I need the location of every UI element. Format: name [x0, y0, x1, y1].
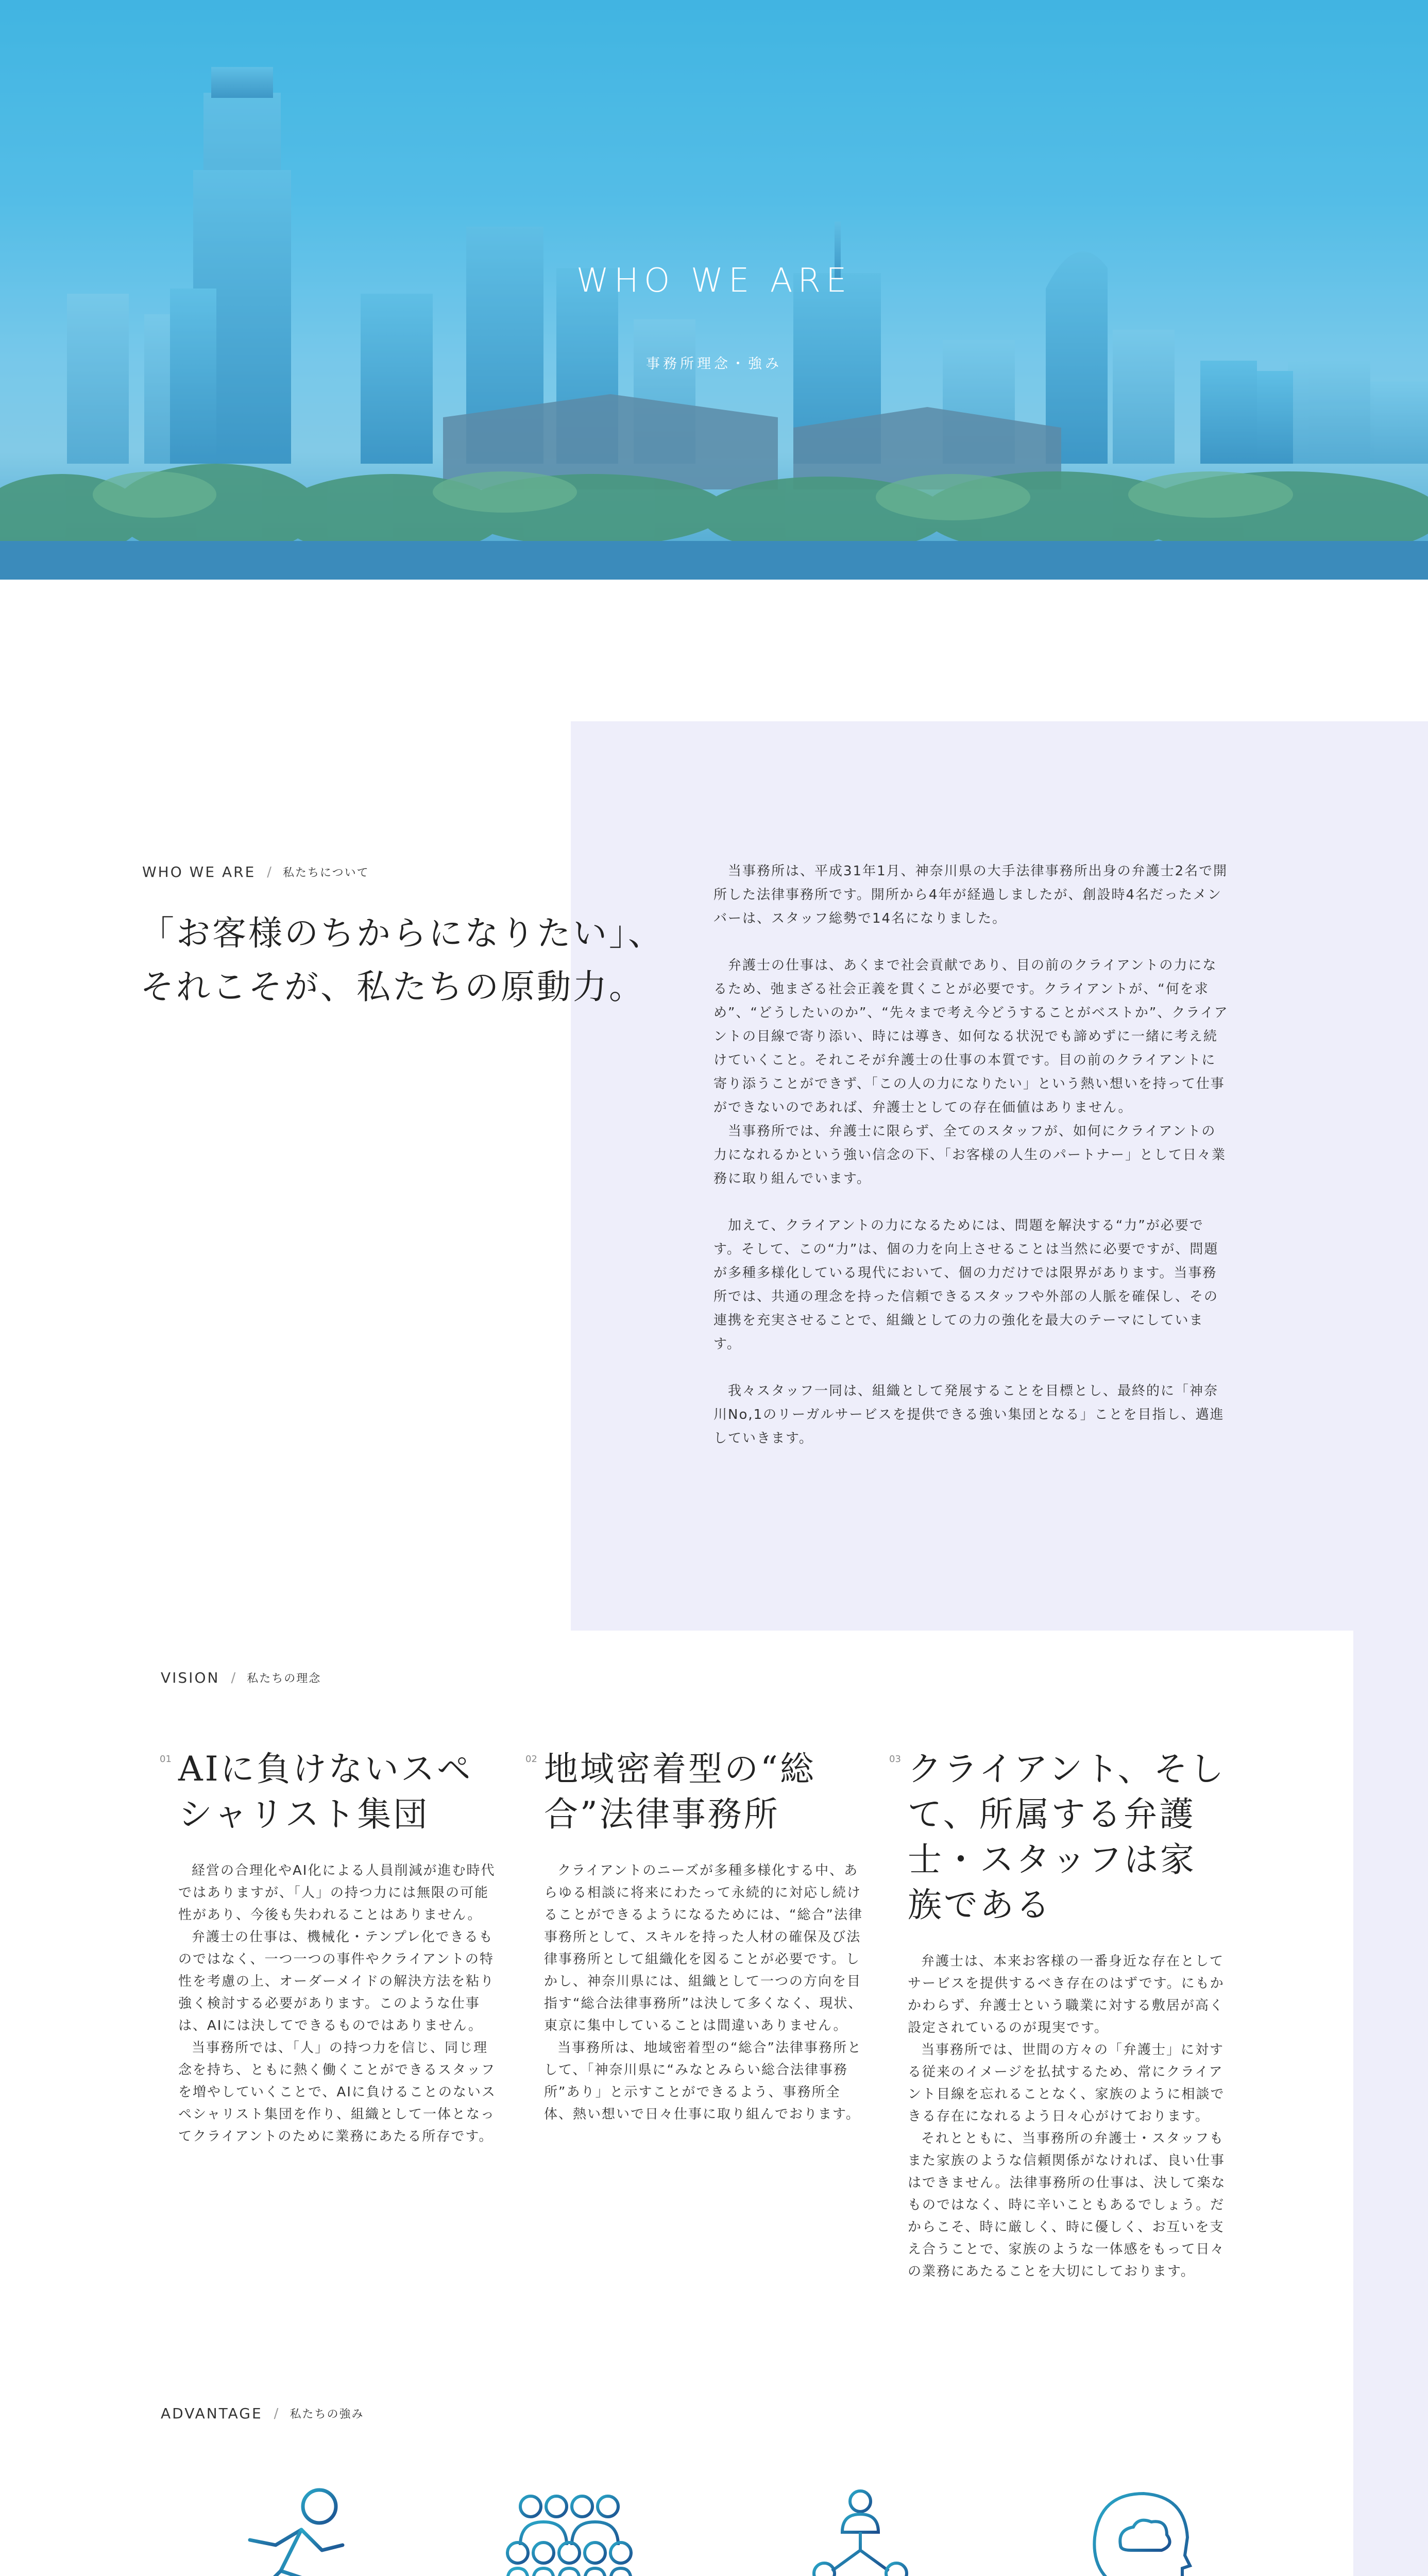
intro-catchphrase [140, 907, 707, 1014]
vision-item-number: 01 [160, 1754, 172, 1765]
intro-paragraph: 我々スタッフ一同は、組織として発展することを目標とし、最終的に「神奈川No,1のリーガルサービスを提供できる強い集団となる」ことを目指し、邁進していきます。 [713, 1383, 1225, 1446]
vision-heading-en: VISION [161, 1669, 220, 1686]
intro-paragraph: 加えて、クライアントの力になるためには、問題を解決する“力”が必要です。そして、この“力”は、個の力を向上させることは当然に必要ですが、問題が多種多様化している現代において、個の力だけでは限界があります。当事務所では、共通の理念を持った信頼できるスタッフや外部の人脈を確保し、その連携を充実させることで、組織としての力の強化を最大のテーマにしています。 [713, 1218, 1219, 1352]
vision-item-title: AIに負けないスペシャリスト集団 [178, 1749, 473, 1834]
advantage-heading-en: ADVANTAGE [161, 2405, 263, 2422]
catch-line-2: それこそが、私たちの原動力。 [140, 967, 645, 1007]
vision-paragraph: 当事務所は、地域密着型の“総合”法律事務所として、「神奈川県に“みなとみらい総合法律事務所”あり」と示すことができるよう、事務所全体、熱い想いで日々仕事に取り組んでおります。 [544, 2040, 862, 2122]
heading-separator: / [274, 2405, 279, 2421]
vision-item-body [178, 1860, 498, 2148]
network-people-icon [804, 2488, 917, 2576]
advantage-section-heading [161, 2405, 364, 2422]
vision-item [525, 1747, 863, 2126]
vision-paragraph: 経営の合理化やAI化による人員削減が進む時代ではありますが、「人」の持つ力には無限の可能性があり、今後も失われることはありません。 [178, 1863, 496, 1923]
vision-paragraph: クライアントのニーズが多種多様化する中、あらゆる相談に将来にわたって永続的に対応し続けることができるようになるためには、“総合”法律事務所として、スキルを持った人材の確保及び法律事務所として組織化を図ることが必要です。しかし、神奈川県には、組織として一つの方向を目指す“総合法律事務所”は決して多くなく、現状、東京に集中していることは間違いありません。 [544, 1863, 863, 2033]
advantage-heading-ja: 私たちの強み [290, 2408, 364, 2421]
intro-paragraph: 当事務所は、平成31年1月、神奈川県の大手法律事務所出身の弁護士2名で開所した法律事務所です。開所から4年が経過しましたが、創設時4名だったメンバーは、スタッフ総勢で14名になりました。 [713, 863, 1228, 926]
vision-item-number: 02 [525, 1754, 537, 1765]
catch-line-1: 「お客様のちからになりたい」、 [140, 913, 664, 953]
vision-side-background [1353, 1631, 1428, 2576]
hero-title: WHO WE ARE [576, 262, 852, 300]
vision-item-title: クライアント、そして、所属する弁護士・スタッフは家族である [908, 1749, 1226, 1925]
intro-body [713, 859, 1229, 1473]
vision-heading-ja: 私たちの理念 [247, 1672, 321, 1685]
hero-banner [0, 0, 1428, 580]
vision-item-number: 03 [889, 1754, 901, 1765]
running-person-icon [203, 2483, 358, 2576]
intro-paragraph: 弁護士の仕事は、あくまで社会貢献であり、目の前のクライアントの力になるため、弛まざる社会正義を貫くことが必要です。クライアントが、“何を求め”、“どうしたいのか”、“先々まで考え今どうすることがベストか”、クライアントの目線で寄り添い、時には導き、如何なる状況でも諦めずに一緒に考え続けていくこと。それこそが弁護士の仕事の本質です。目の前のクライアントに寄り添うことができず、「この人の力になりたい」という熱い想いを持って仕事ができないのであれば、弁護士としての存在価値はありません。 当事務所では、弁護士に限らず、全てのスタッフが、如何にクライアントの力になれるかという強い信念の下、「お客様の人生のパートナー」として日々業務に取り組んでいます。 [713, 958, 1229, 1187]
team-group-icon [500, 2488, 649, 2576]
hero-subtitle: 事務所理念・強み [646, 356, 782, 372]
intro-heading-ja: 私たちについて [283, 867, 369, 879]
vision-section-heading [161, 1669, 321, 1686]
heading-separator: / [231, 1670, 236, 1686]
vision-paragraph: 当事務所では、「人」の持つ力を信じ、同じ理念を持ち、ともに熱く働くことができるスタッフを増やしていくことで、AIに負けることのないスペシャリスト集団を作り、組織として一体となってクライアントのために業務にあたる所存です。 [178, 2040, 496, 2144]
vision-item-body [544, 1860, 863, 2126]
vision-item [160, 1747, 498, 2148]
vision-item [889, 1747, 1227, 2283]
vision-paragraph: 弁護士は、本来お客様の一番身近な存在としてサービスを提供するべき存在のはずです。にもかかわらず、弁護士という職業に対する敷居が高く設定されているのが現実です。 [908, 1954, 1225, 2036]
vision-paragraph: それとともに、当事務所の弁護士・スタッフもまた家族のような信頼関係がなければ、良い仕事はできません。法律事務所の仕事は、決して楽なものではなく、時に辛いこともあるでしょう。だからこそ、時に厳しく、時に優しく、お互いを支え合うことで、家族のような一体感をもって日々の業務にあたることを大切にしております。 [908, 2131, 1226, 2279]
heading-separator: / [267, 864, 272, 880]
vision-item-title: 地域密着型の“総合”法律事務所 [544, 1749, 816, 1834]
vision-paragraph: 当事務所では、世間の方々の「弁護士」に対する従来のイメージを払拭するため、常にクライアント目線を忘れることなく、家族のように相談できる存在になれるよう日々心がけております。 [908, 2042, 1225, 2124]
intro-heading-en: WHO WE ARE [142, 863, 256, 880]
vision-paragraph: 弁護士の仕事は、機械化・テンプレ化できるものではなく、一つ一つの事件やクライアントの特性を考慮の上、オーダーメイドの解決方法を粘り強く検討する必要があります。このような仕事は、AIには決してできるものではありません。 [178, 1929, 495, 2033]
head-brain-icon [1090, 2488, 1193, 2576]
vision-item-body [908, 1951, 1227, 2283]
intro-section-heading [142, 863, 369, 880]
